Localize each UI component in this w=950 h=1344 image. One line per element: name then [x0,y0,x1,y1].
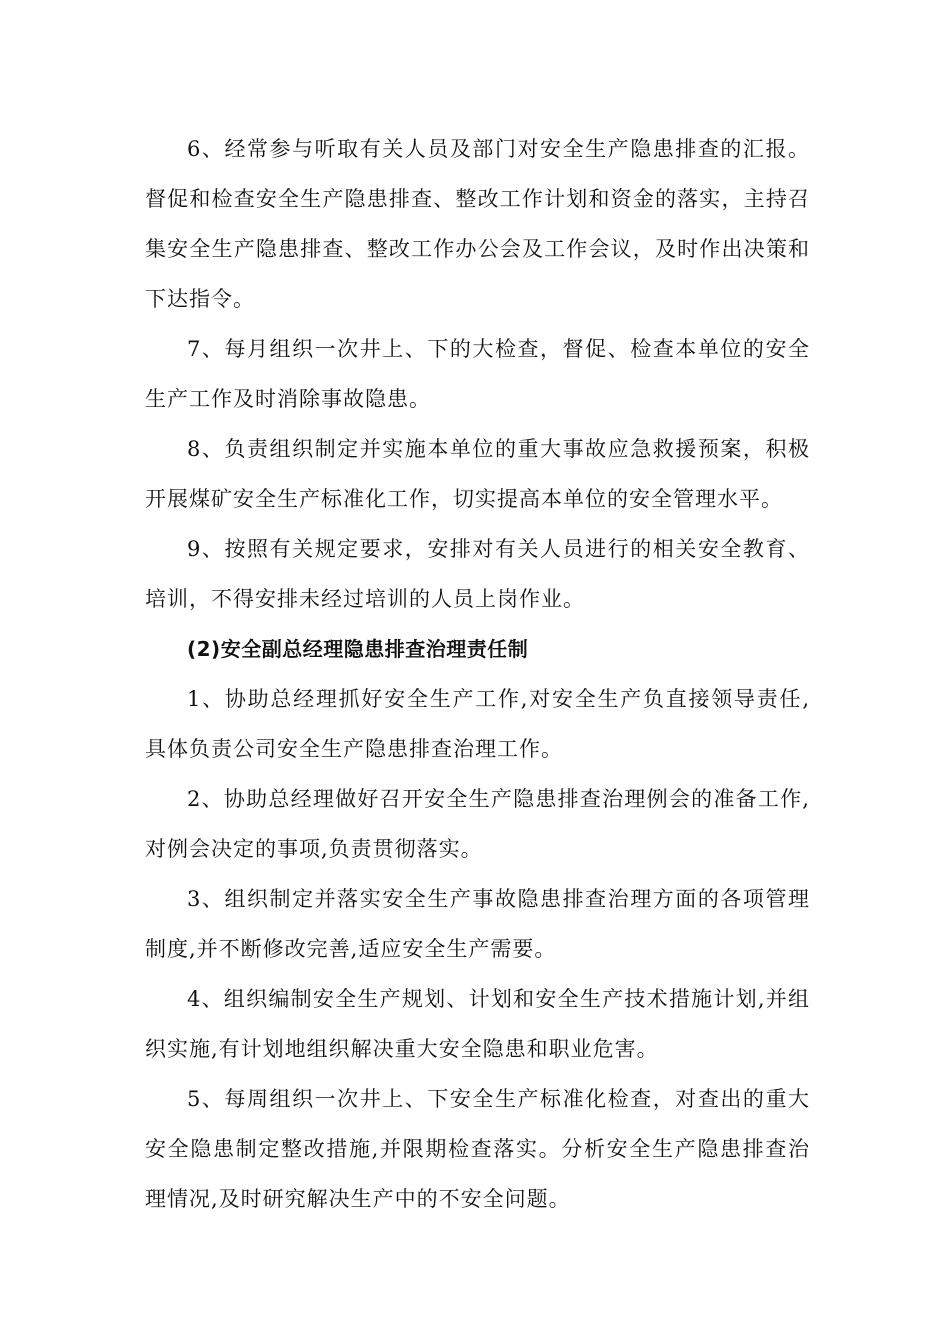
paragraph-duty-3: 3、组织制定并落实安全生产事故隐患排查治理方面的各项管理制度,并不断修改完善,适应安全生产需要。 [145,887,810,961]
paragraph-item-6: 6、经常参与听取有关人员及部门对安全生产隐患排查的汇报。督促和检查安全生产隐患排查、整改工作计划和资金的落实，主持召集安全生产隐患排查、整改工作办公会及工作会议，及时作出决策和下达指令。 [145,137,810,311]
section-heading: (2)安全副总经理隐患排查治理责任制 [187,637,529,661]
paragraph-item-9: 9、按照有关规定要求，安排对有关人员进行的相关安全教育、培训，不得安排未经过培训的人员上岗作业。 [145,537,810,611]
paragraph-duty-4: 4、组织编制安全生产规划、计划和安全生产技术措施计划,并组织实施,有计划地组织解决重大安全隐患和职业危害。 [145,987,810,1061]
paragraph-duty-5: 5、每周组织一次井上、下安全生产标准化检查，对查出的重大安全隐患制定整改措施,并限期检查落实。分析安全生产隐患排查治理情况,及时研究解决生产中的不安全问题。 [145,1087,810,1211]
document-body [145,124,810,1224]
paragraph-item-7: 7、每月组织一次井上、下的大检查，督促、检查本单位的安全生产工作及时消除事故隐患。 [145,337,810,411]
paragraph-duty-2: 2、协助总经理做好召开安全生产隐患排查治理例会的准备工作,对例会决定的事项,负责贯彻落实。 [145,787,810,861]
paragraph-duty-1: 1、协助总经理抓好安全生产工作,对安全生产负直接领导责任,具体负责公司安全生产隐患排查治理工作。 [145,687,810,761]
paragraph-item-8: 8、负责组织制定并实施本单位的重大事故应急救援预案，积极开展煤矿安全生产标准化工作，切实提高本单位的安全管理水平。 [145,437,810,511]
